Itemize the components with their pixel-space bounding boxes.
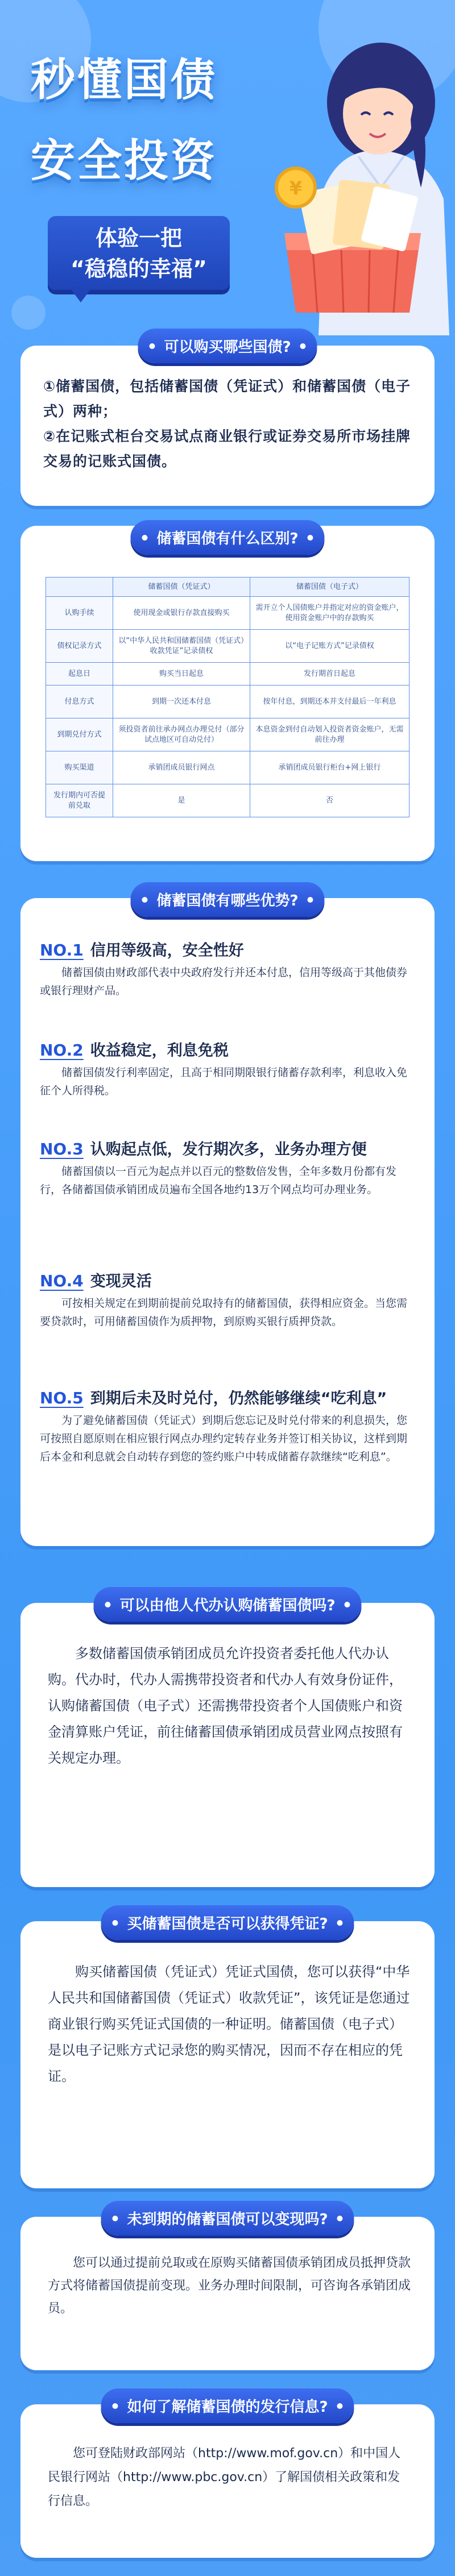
row-label: 购买渠道 (46, 751, 113, 784)
section-title-pill: 储蓄国债有哪些优势? (130, 882, 324, 917)
hero-subtitle-line2: “稳稳的幸福” (71, 256, 207, 281)
hero-banner (0, 0, 455, 341)
advantage-title: 收益稳定，利息免税 (90, 1042, 229, 1060)
section-title-pill: 买储蓄国债是否可以获得凭证? (101, 1905, 354, 1940)
table-row (46, 663, 410, 685)
advantage-number: NO.2 (40, 1041, 84, 1060)
row-label: 债权记录方式 (46, 630, 113, 663)
section-body: 您可以通过提前兑取或在原购买储蓄国债承销团成员抵押贷款方式将储蓄国债提前变现。业务办理时间限制，可咨询各承销团成员。 (48, 2256, 411, 2316)
advantage-title: 变现灵活 (90, 1273, 152, 1290)
row-label: 到期兑付方式 (46, 718, 113, 751)
comparison-table (46, 577, 410, 817)
advantage-title: 认购起点低，发行期次多，业务办理方便 (90, 1141, 367, 1158)
table-cell: 发行期首日起息 (250, 663, 409, 685)
section-title-pill: 如何了解储蓄国债的发行信息? (101, 2388, 354, 2423)
woman-with-basket-illustration (250, 17, 455, 335)
section-differences (20, 526, 435, 861)
advantage-item (40, 1386, 415, 1466)
section-body: 购买储蓄国债（凭证式）凭证式国债，您可以获得“中华人民共和国储蓄国债（凭证式）收款凭证”，该凭证是您通过商业银行购买凭证式国债的一种证明。储蓄国债（电子式）是以电子记账方式记录您的购买情况，因而不存在相应的凭证。 (48, 1964, 410, 2084)
bond-type-item-1: ①储蓄国债，包括储蓄国债（凭证式）和储蓄国债（电子式）两种； (43, 378, 411, 419)
section-early-redemption (20, 2211, 435, 2370)
table-header-row (46, 577, 410, 597)
table-header-cell (46, 577, 113, 597)
table-cell: 按年付息，到期还本并支付最后一年利息 (250, 685, 409, 718)
advantage-number: NO.4 (40, 1272, 84, 1290)
section-which-bonds (20, 339, 435, 506)
table-header-cell: 储蓄国债（凭证式） (113, 577, 250, 597)
section-title-pill: 储蓄国债有什么区别? (130, 520, 324, 555)
section-body: 您可登陆财政部网站（http://www.mof.gov.cn）和中国人民银行网站（http://www.pbc.gov.cn）了解国债相关政策和发行信息。 (48, 2446, 401, 2508)
hero-subtitle-line1: 体验一把 (95, 226, 182, 251)
bond-type-item-2: ②在记账式柜台交易试点商业银行或证券交易所市场挂牌交易的记账式国债。 (43, 428, 411, 470)
section-body: 多数储蓄国债承销团成员允许投资者委托他人代办认购。代办时，代办人需携带投资者和代办人有效身份证件，认购储蓄国债（电子式）还需携带投资者个人国债账户和资金清算账户凭证，前往储蓄国债承销团成员营业网点按照有关规定办理。 (48, 1646, 403, 1766)
section-proxy-purchase (20, 1597, 435, 1887)
hero-subtitle-badge (48, 216, 230, 290)
section-advantages (20, 892, 435, 1546)
advantage-body: 储蓄国债以一百元为起点并以百元的整数倍发售，全年多数月份都有发行，各储蓄国债承销团成员遍布全国各地约13万个网点均可办理业务。 (40, 1165, 397, 1196)
advantage-title: 信用等级高，安全性好 (90, 942, 244, 959)
table-cell: 本息资金到付自动划入投资者资金账户，无需前往办理 (250, 718, 409, 751)
advantage-body: 储蓄国债发行利率固定，且高于相同期限银行储蓄存款利率，利息收入免征个人所得税。 (40, 1066, 408, 1097)
table-cell: 否 (250, 784, 409, 817)
advantage-item (40, 938, 415, 1000)
section-title-pill: 可以由他人代办认购储蓄国债吗? (93, 1587, 361, 1622)
table-row (46, 630, 410, 663)
table-row (46, 718, 410, 751)
table-cell: 以“中华人民共和国储蓄国债（凭证式）收款凭证”记录债权 (113, 630, 250, 663)
advantage-body: 可按相关规定在到期前提前兑取持有的储蓄国债，获得相应资金。当您需要贷款时，可用储蓄国债作为质押物，到原购买银行质押贷款。 (40, 1297, 408, 1328)
table-row (46, 685, 410, 718)
svg-text:¥: ¥ (289, 177, 303, 199)
section-certificate (20, 1916, 435, 2188)
section-issuance-info (20, 2399, 435, 2558)
table-row (46, 784, 410, 817)
hero-title-line2: 安全投资 (31, 135, 218, 186)
section-title-pill: 可以购买哪些国债? (138, 329, 317, 363)
advantage-item (40, 1137, 415, 1199)
row-label: 付息方式 (46, 685, 113, 718)
advantage-number: NO.3 (40, 1140, 84, 1158)
table-row (46, 751, 410, 784)
advantage-body: 为了避免储蓄国债（凭证式）到期后您忘记及时兑付带来的利息损失，您可按照自愿原则在相应银行网点办理约定转存业务并签订相关协议，这样到期后本金和利息就会自动转存到您的签约账户中转成储蓄存款继续“吃利息”。 (40, 1414, 408, 1463)
table-cell: 到期一次还本付息 (113, 685, 250, 718)
row-label: 起息日 (46, 663, 113, 685)
advantage-number: NO.1 (40, 941, 84, 959)
table-cell: 购买当日起息 (113, 663, 250, 685)
table-cell: 承销团成员银行柜台+网上银行 (250, 751, 409, 784)
table-cell: 须投资者前往承办网点办理兑付（部分试点地区可自动兑付） (113, 718, 250, 751)
advantage-body: 储蓄国债由财政部代表中央政府发行并还本付息，信用等级高于其他债券或银行理财产品。 (40, 966, 408, 997)
table-cell: 是 (113, 784, 250, 817)
row-label: 认购手续 (46, 597, 113, 630)
section-title-pill: 未到期的储蓄国债可以变现吗? (101, 2201, 354, 2236)
table-cell: 承销团成员银行网点 (113, 751, 250, 784)
advantage-item (40, 1269, 415, 1331)
decor-bubble (11, 296, 46, 330)
advantage-title: 到期后未及时兑付，仍然能够继续“吃利息” (90, 1390, 387, 1407)
table-cell: 使用现金或银行存款直接购买 (113, 597, 250, 630)
table-cell: 以“电子记账方式”记录债权 (250, 630, 409, 663)
hero-title-line1: 秒懂国债 (31, 55, 218, 106)
table-header-cell: 储蓄国债（电子式） (250, 577, 409, 597)
advantage-number: NO.5 (40, 1389, 84, 1407)
row-label: 发行期内可否提前兑取 (46, 784, 113, 817)
advantage-item (40, 1038, 415, 1100)
table-row (46, 597, 410, 630)
table-cell: 需开立个人国债账户并指定对应的资金账户，使用资金账户中的存款购买 (250, 597, 409, 630)
